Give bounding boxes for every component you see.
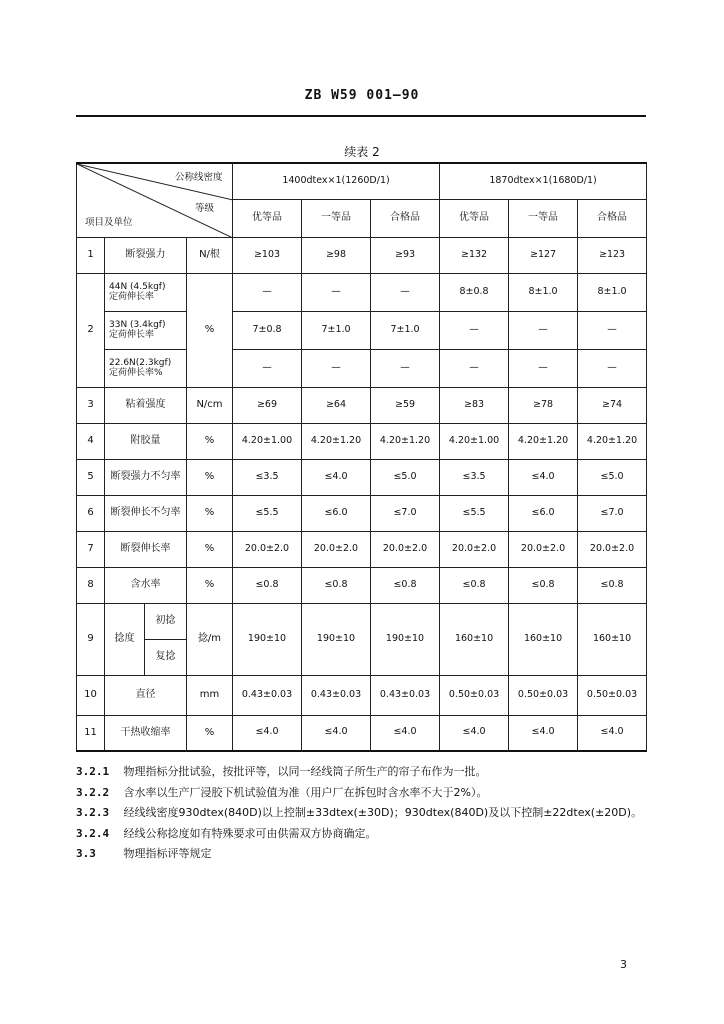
row-number: 1 [77,237,105,273]
clause-notes [76,764,656,867]
value-cell: — [233,273,302,311]
value-cell: ≤5.0 [578,459,647,495]
spec-table [76,162,647,752]
value-cell: ≤0.8 [371,567,440,603]
item-name: 断裂伸长不匀率 [105,495,187,531]
item-name: 含水率 [105,567,187,603]
value-cell: 8±0.8 [440,273,509,311]
value-cell: ≤0.8 [578,567,647,603]
item-name: 附胶量 [105,423,187,459]
row-number: 9 [77,603,105,675]
item-name: 直径 [105,675,187,715]
unit: mm [187,675,233,715]
unit: N/cm [187,387,233,423]
value-cell: 4.20±1.00 [233,423,302,459]
clause-text: 物理指标分批试验，按批评等，以同一经线筒子所生产的帘子布作为一批。 [123,765,487,778]
density-label: 公称线密度 [175,172,223,183]
value-cell: — [440,311,509,349]
value-cell: 4.20±1.20 [509,423,578,459]
clause-number: 3.2.1 [76,765,110,778]
value-cell: — [509,349,578,387]
value-cell: ≤5.5 [440,495,509,531]
value-cell: ≥123 [578,237,647,273]
value-cell: ≤6.0 [509,495,578,531]
value-cell: ≤3.5 [440,459,509,495]
value-cell: ≥74 [578,387,647,423]
value-cell: ≤4.0 [509,715,578,751]
group-header: 1870dtex×1(1680D/1) [440,163,647,199]
clause-number: 3.2.2 [76,785,110,799]
value-cell: ≥69 [233,387,302,423]
value-cell: 7±1.0 [371,311,440,349]
value-cell: 20.0±2.0 [233,531,302,567]
clause-number: 3.2.3 [76,806,110,819]
value-cell: ≥64 [302,387,371,423]
value-cell: 4.20±1.00 [440,423,509,459]
value-cell: ≤0.8 [302,567,371,603]
clause-text: 经线公称捻度如有特殊要求可由供需双方协商确定。 [123,826,377,840]
grade-header: 合格品 [371,199,440,237]
grade-header: 一等品 [302,199,371,237]
item-name: 断裂强力 [105,237,187,273]
value-cell: 4.20±1.20 [302,423,371,459]
grade-label: 等级 [195,203,215,214]
value-cell: ≤4.0 [233,715,302,751]
value-cell: 7±0.8 [233,311,302,349]
value-cell: 20.0±2.0 [302,531,371,567]
sub-item [105,311,187,349]
value-cell: 160±10 [578,603,647,675]
row-number: 5 [77,459,105,495]
unit: 捻/m [187,603,233,675]
value-cell: ≥103 [233,237,302,273]
value-cell: — [578,349,647,387]
value-cell: ≥93 [371,237,440,273]
clause [76,764,656,781]
value-cell: 20.0±2.0 [371,531,440,567]
sub-item-load: 22.6N(2.3kgf) [109,357,172,368]
unit: % [187,273,233,387]
value-cell: ≤4.0 [509,459,578,495]
value-cell: 0.43±0.03 [371,675,440,715]
sub-item [105,273,187,311]
row-number: 2 [77,273,105,387]
row-number: 7 [77,531,105,567]
sub-item-desc: 定荷伸长率% [109,368,163,378]
sub-item-desc: 定荷伸长率 [109,330,155,340]
page-number: 3 [620,958,627,971]
row-number: 8 [77,567,105,603]
unit: % [187,423,233,459]
value-cell: — [302,273,371,311]
value-cell: ≤4.0 [371,715,440,751]
grade-header: 合格品 [578,199,647,237]
value-cell: 20.0±2.0 [578,531,647,567]
value-cell: ≥83 [440,387,509,423]
value-cell: ≤5.5 [233,495,302,531]
sub-item-load: 33N (3.4kgf) [109,319,166,330]
value-cell: ≥78 [509,387,578,423]
item-name: 断裂强力不匀率 [105,459,187,495]
value-cell: 0.50±0.03 [440,675,509,715]
value-cell: 7±1.0 [302,311,371,349]
value-cell: 0.43±0.03 [302,675,371,715]
value-cell: ≤0.8 [440,567,509,603]
header-rule [76,115,646,117]
value-cell: ≤4.0 [440,715,509,751]
unit: % [187,495,233,531]
group-header: 1400dtex×1(1260D/1) [233,163,440,199]
item-label: 项目及单位 [85,217,133,228]
value-cell: 8±1.0 [509,273,578,311]
sub-item: 初捻 [145,603,187,639]
value-cell: ≥59 [371,387,440,423]
value-cell: 0.50±0.03 [578,675,647,715]
clause-text: 含水率以生产厂浸胶下机试验值为准（用户厂在拆包时含水率不大于2%）。 [123,785,488,799]
clause [76,785,656,802]
standard-code: ZB W59 001—90 [304,88,420,103]
value-cell: 0.50±0.03 [509,675,578,715]
value-cell: — [578,311,647,349]
item-name: 粘着强度 [105,387,187,423]
clause-number: 3.2.4 [76,826,110,840]
item-name: 干热收缩率 [105,715,187,751]
value-cell: ≤7.0 [371,495,440,531]
value-cell: — [302,349,371,387]
value-cell: ≤4.0 [302,715,371,751]
unit: N/根 [187,237,233,273]
clause [76,805,656,822]
value-cell: — [509,311,578,349]
value-cell: — [233,349,302,387]
value-cell: 190±10 [371,603,440,675]
value-cell: ≤7.0 [578,495,647,531]
sub-item [105,349,187,387]
value-cell: 4.20±1.20 [578,423,647,459]
value-cell: 20.0±2.0 [509,531,578,567]
unit: % [187,531,233,567]
sub-item-load: 44N (4.5kgf) [109,281,166,292]
value-cell: ≤5.0 [371,459,440,495]
item-name: 断裂伸长率 [105,531,187,567]
row-number: 3 [77,387,105,423]
unit: % [187,715,233,751]
value-cell: ≤0.8 [509,567,578,603]
row-number: 10 [77,675,105,715]
clause-number: 3.3 [76,847,96,860]
value-cell: ≤6.0 [302,495,371,531]
grade-header: 优等品 [233,199,302,237]
value-cell: ≤4.0 [302,459,371,495]
table-caption: 续表 2 [344,145,380,159]
value-cell: ≥127 [509,237,578,273]
value-cell: ≤4.0 [578,715,647,751]
clause [76,826,656,843]
sub-item-desc: 定荷伸长率 [109,292,155,302]
unit: % [187,567,233,603]
value-cell: — [371,273,440,311]
value-cell: 0.43±0.03 [233,675,302,715]
value-cell: 8±1.0 [578,273,647,311]
value-cell: 160±10 [440,603,509,675]
value-cell: 190±10 [302,603,371,675]
value-cell: ≤3.5 [233,459,302,495]
clause-text: 经线线密度930dtex(840D)以上控制±33dtex(±30D)；930dtex(840D)及以下控制±22dtex(±20D)。 [123,806,643,819]
row-number: 11 [77,715,105,751]
value-cell: — [440,349,509,387]
unit: % [187,459,233,495]
value-cell: — [371,349,440,387]
value-cell: 190±10 [233,603,302,675]
row-number: 4 [77,423,105,459]
grade-header: 优等品 [440,199,509,237]
value-cell: ≥98 [302,237,371,273]
value-cell: 4.20±1.20 [371,423,440,459]
value-cell: 160±10 [509,603,578,675]
value-cell: ≥132 [440,237,509,273]
clause-text: 物理指标评等规定 [123,847,212,860]
sub-item: 复捻 [145,639,187,675]
diagonal-header [77,163,233,237]
item-name: 捻度 [105,603,145,675]
grade-header: 一等品 [509,199,578,237]
row-number: 6 [77,495,105,531]
clause [76,846,656,863]
value-cell: ≤0.8 [233,567,302,603]
value-cell: 20.0±2.0 [440,531,509,567]
